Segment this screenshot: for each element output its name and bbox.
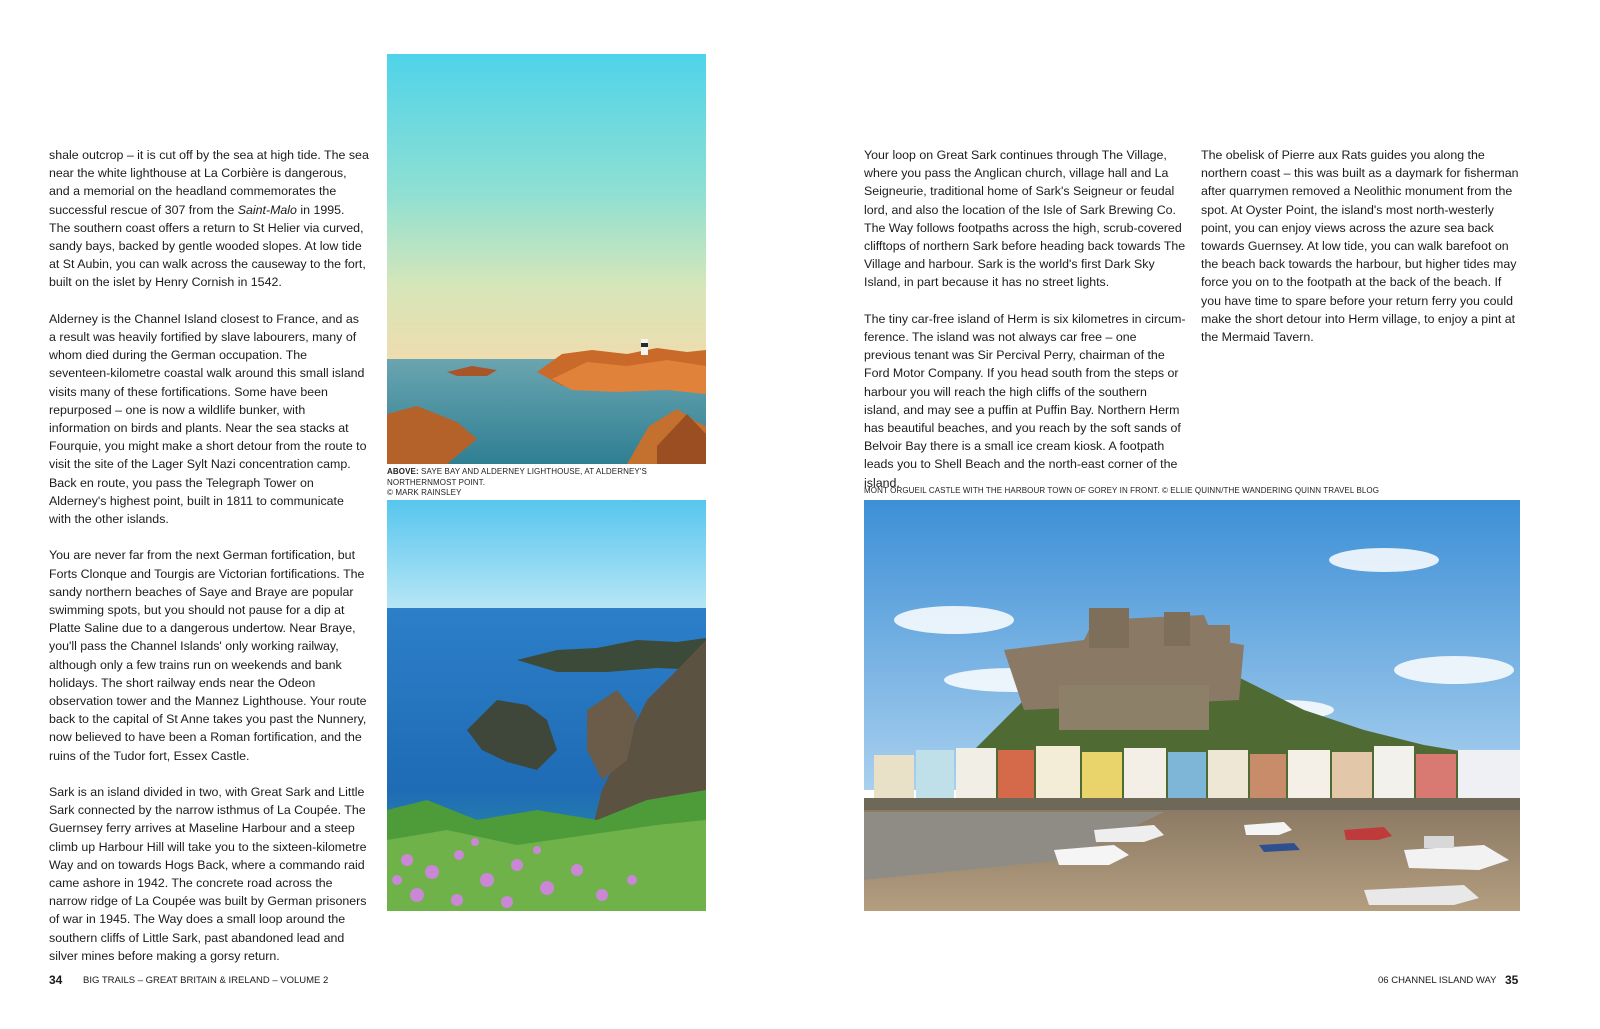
paragraph-herm: The tiny car-free island of Herm is six kilometres in circum-ference. The island was not always car free – one previous tenant was Sir Percival Perry, chairman of the Ford Motor Company. If you head south from the steps or harbour you will reach the high cliffs of the southern island, and may see a puffin at Puffin Bay. Northern Herm has beautiful beaches, and you reach by the soft sands of Belvoir Bay there is a small ice cream kiosk. A footpath leads you to Shell Beach and the north-east corner of the island.	[864, 311, 1186, 490]
photo-saye-bay-lighthouse	[387, 54, 706, 464]
page-number-right: 35	[1505, 973, 1519, 987]
caption-above-credit: © MARK RAINSLEY	[387, 488, 462, 497]
right-text-column-1	[864, 146, 1186, 510]
paragraph-herm-north: The obelisk of Pierre aux Rats guides you along the northern coast – this was built as a daymark for fisherman after quarrymen removed a Neolithic monument from the spot. At Oyster Point, the island's most north-westerly point, you can enjoy views across the azure sea back towards Guernsey. At low tide, you can walk barefoot on the beach back towards the harbour, but higher tides may force you on to the footpath at the back of the beach. If you have time to spare before your return ferry you could make the short detour into Herm village, to enjoy a pint at the Mermaid Tavern.	[1201, 148, 1519, 345]
caption-above: ABOVE: SAYE BAY AND ALDERNEY LIGHTHOUSE, AT ALDERNEY'S NORTHERNMOST POINT.	[387, 467, 647, 487]
book-title-footer: BIG TRAILS – GREAT BRITAIN & IRELAND – VOLUME 2	[83, 975, 329, 986]
photo-mont-orgueil-castle	[864, 500, 1520, 911]
section-title-footer: 06 CHANNEL ISLAND WAY	[1378, 975, 1497, 986]
page-number-left: 34	[49, 973, 63, 987]
ship-name: Saint-Malo	[237, 202, 297, 217]
right-text-column-2	[1201, 146, 1523, 364]
paragraph-jersey: shale outcrop – it is cut off by the sea at high tide. The sea near the white lighthouse at La Corbière is dangerous, and a memorial on the headland commemorates the successful rescue of 307 from the Saint-Malo in 1995. The southern coast offers a return to St Helier via curved, sandy bays, backed by gentle wooded slopes. At low tide at St Aubin, you can walk across the causeway to the fort, built on the islet by Henry Cornish in 1542.	[49, 148, 369, 290]
caption-mont-orgueil: MONT ORGUEIL CASTLE WITH THE HARBOUR TOWN OF GOREY IN FRONT. © ELLIE QUINN/THE WANDERING QUINN TRAVEL BLOG	[864, 486, 1380, 495]
paragraph-fortifications: You are never far from the next German fortification, but Forts Clonque and Tourgis are Victorian fortifications. The sandy northern beaches of Saye and Braye are popular swimming spots, but you should not pause for a dip at Platte Saline due to a dangerous undertow. Near Braye, you'll pass the Channel Islands' only working railway, although only a few trains run on weekends and bank holidays. The short railway ends near the Odeon observation tower and the Mannez Lighthouse. Your route back to the capital of St Anne takes you past the Nunnery, now believed to have been a Roman fortification, and the ruins of the Tudor fort, Essex Castle.	[49, 548, 367, 763]
photo-swinge-channel	[387, 500, 706, 911]
paragraph-alderney: Alderney is the Channel Island closest to France, and as a result was heavily fortified by slave labourers, many of whom died during the German occupation. The seventeen-kilometre coastal walk around this small island visits many of these fortifications. Some have been repurposed – one is now a wildlife bunker, with information on birds and plants. Near the sea stacks at Fourquie, you might make a short detour from the route to visit the site of the Lager Sylt Nazi concentration camp. Back en route, you pass the Telegraph Tower on Alderney's highest point, built in 1811 to communicate with the other islands.	[49, 311, 367, 527]
paragraph-great-sark: Your loop on Great Sark continues through The Village, where you pass the Anglican church, village hall and La Seigneurie, traditional home of Sark's Seigneur or feudal lord, and also the location of the Isle of Sark Brewing Co. The Way follows footpaths across the high, scrub-covered clifftops of northern Sark before heading back towards The Village and harbour. Sark is the world's first Dark Sky Island, in part because it has no street lights.	[864, 148, 1186, 290]
paragraph-sark: Sark is an island divided in two, with Great Sark and Little Sark connected by the narrow isthmus of La Coupée. The Guernsey ferry arrives at Maseline Harbour and a steep climb up Harbour Hill will take you to the sixteen-kilometre Way and on towards Hogs Back, where a commando raid came ashore in 1942. The concrete road across the narrow ridge of La Coupée was built by German prisoners of war in 1945. The Way does a small loop around the southern cliffs of Little Sark, past abandoned lead and silver mines before making a gorsy return.	[49, 785, 367, 963]
left-text-column	[49, 146, 369, 983]
